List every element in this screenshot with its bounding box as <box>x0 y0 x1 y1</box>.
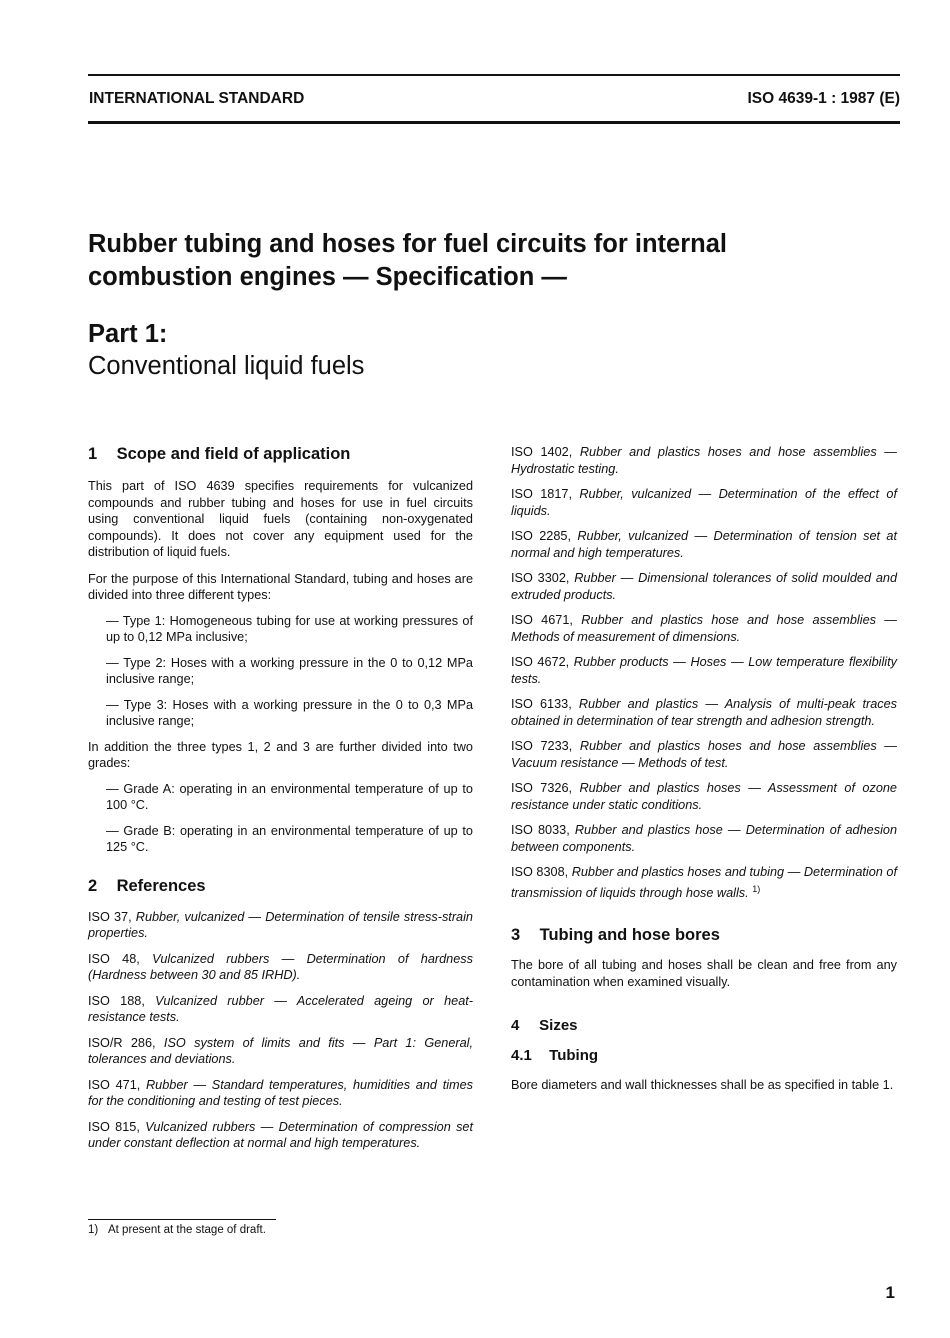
reference-code: ISO 3302, <box>511 571 570 585</box>
reference-item <box>88 951 473 984</box>
scope-paragraph: This part of ISO 4639 specifies requirements for vulcanized compounds and rubber tubing and hoses for use in fuel circuits using conventional liquid fuels (containing non-oxygenated compounds). It does not cover any equipment used for the distribution of liquid fuels. <box>88 479 473 559</box>
reference-item <box>511 570 897 603</box>
subsection-number: 4.1 <box>511 1047 532 1065</box>
reference-code: ISO 1817, <box>511 487 572 501</box>
reference-title: Rubber and plastics hose — Determination of adhesion between components. <box>511 823 898 854</box>
reference-code: ISO/R 286, <box>88 1035 156 1050</box>
reference-item <box>511 822 897 855</box>
reference-item <box>511 654 897 687</box>
section-number: 1 <box>88 445 98 463</box>
reference-code: ISO 37, <box>88 909 132 924</box>
reference-item <box>88 909 473 942</box>
reference-title: ISO system of limits and fits — Part 1: General, tolerances and deviations. <box>88 1035 474 1066</box>
type-item: — Type 1: Homogeneous tubing for use at working pressures of up to 0,12 MPa inclusive; <box>106 613 473 644</box>
left-column <box>88 444 473 1152</box>
reference-title: Rubber and plastics hoses and hose assemblies — Vacuum resistance — Methods of test. <box>511 739 897 770</box>
subsection-title: Tubing <box>549 1047 599 1065</box>
reference-code: ISO 8308, <box>511 865 569 879</box>
reference-code: ISO 188, <box>88 993 145 1008</box>
bores-paragraph: The bore of all tubing and hoses shall be clean and free from any contamination when examined visually. <box>511 958 897 989</box>
reference-code: ISO 8033, <box>511 823 570 837</box>
section-number: 4 <box>511 1017 520 1035</box>
reference-title: Vulcanized rubber — Accelerated ageing or heat-resistance tests. <box>88 993 474 1024</box>
title-line-2: combustion engines — Specification — <box>88 263 567 291</box>
header-standard-label: INTERNATIONAL STANDARD <box>89 90 305 107</box>
type-item: — Type 3: Hoses with a working pressure in the 0 to 0,3 MPa inclusive range; <box>106 697 473 728</box>
section-2-heading <box>88 876 473 896</box>
reference-title: Rubber and plastics hoses — Assessment of ozone resistance under static conditions. <box>511 781 897 812</box>
reference-item <box>88 1119 473 1152</box>
part-subtitle: Conventional liquid fuels <box>88 352 365 380</box>
reference-code: ISO 1402, <box>511 445 573 459</box>
reference-code: ISO 4672, <box>511 655 570 669</box>
reference-title: Rubber — Standard temperatures, humidities and times for the conditioning and testing of test pieces. <box>88 1077 474 1108</box>
reference-item <box>511 780 897 813</box>
reference-item <box>88 993 473 1026</box>
reference-title: Rubber and plastics hose and hose assemblies — Methods of measurement of dimensions. <box>511 613 897 644</box>
reference-code: ISO 815, <box>88 1119 140 1134</box>
section-title: References <box>116 876 206 895</box>
section-title: Scope and field of application <box>116 445 351 463</box>
section-title: Tubing and hose bores <box>539 926 720 945</box>
footnote-number: 1) <box>88 1224 99 1236</box>
reference-title: Rubber, vulcanized — Determination of tension set at normal and high temperatures. <box>511 529 897 560</box>
page-number: 1 <box>885 1283 895 1302</box>
section-number: 2 <box>88 876 98 895</box>
grade-item: — Grade A: operating in an environmental temperature of up to 100 °C. <box>106 781 473 812</box>
type-item: — Type 2: Hoses with a working pressure in the 0 to 0,12 MPa inclusive range; <box>106 655 473 686</box>
reference-title: Rubber and plastics — Analysis of multi-peak traces obtained in determination of tear strength and adhesion strength. <box>511 697 897 728</box>
reference-item <box>88 1035 473 1068</box>
reference-title: Vulcanized rubbers — Determination of compression set under constant deflection at normal and high temperatures. <box>88 1119 474 1150</box>
reference-code: ISO 4671, <box>511 613 573 627</box>
reference-item <box>511 864 897 901</box>
reference-item <box>88 1077 473 1110</box>
reference-title: Rubber and plastics hoses and hose assemblies — Hydrostatic testing. <box>511 445 897 476</box>
reference-item <box>511 528 897 561</box>
reference-code: ISO 6133, <box>511 697 572 711</box>
header-document-number: ISO 4639-1 : 1987 (E) <box>747 90 900 107</box>
reference-title: Rubber — Dimensional tolerances of solid moulded and extruded products. <box>511 571 898 602</box>
footnote-rule <box>88 1219 276 1220</box>
part-label: Part 1: <box>88 320 168 348</box>
types-intro-paragraph: For the purpose of this International Standard, tubing and hoses are divided into three different types: <box>88 571 473 602</box>
section-3-heading <box>511 925 897 945</box>
document-title <box>88 228 888 294</box>
subsection-4-1-heading <box>511 1046 897 1065</box>
reference-title: Rubber, vulcanized — Determination of the effect of liquids. <box>511 487 897 518</box>
section-title: Sizes <box>539 1017 578 1035</box>
reference-item <box>511 738 897 771</box>
reference-title: Vulcanized rubbers — Determination of hardness (Hardness between 30 and 85 IRHD). <box>88 951 473 982</box>
section-1-heading <box>88 444 473 464</box>
reference-title: Rubber and plastics hoses and tubing — Determination of transmission of liquids through hose walls. <box>511 865 897 900</box>
tubing-paragraph: Bore diameters and wall thicknesses shall be as specified in table 1. <box>511 1078 894 1093</box>
section-number: 3 <box>511 926 521 945</box>
reference-title: Rubber products — Hoses — Low temperature flexibility tests. <box>511 655 897 686</box>
reference-code: ISO 7233, <box>511 739 573 753</box>
reference-code: ISO 2285, <box>511 529 571 543</box>
right-column <box>511 444 897 1094</box>
grades-intro-paragraph: In addition the three types 1, 2 and 3 are further divided into two grades: <box>88 739 473 770</box>
footnote <box>88 1224 266 1236</box>
reference-item <box>511 486 897 519</box>
title-line-1: Rubber tubing and hoses for fuel circuits for internal <box>88 230 727 258</box>
header-top-rule <box>88 74 900 76</box>
header-bottom-rule <box>88 121 900 124</box>
reference-title: Rubber, vulcanized — Determination of tensile stress-strain properties. <box>88 909 473 940</box>
footnote-text: At present at the stage of draft. <box>108 1224 266 1236</box>
reference-code: ISO 7326, <box>511 781 573 795</box>
reference-code: ISO 48, <box>88 951 140 966</box>
footnote-marker: 1) <box>752 883 761 894</box>
reference-item <box>511 444 897 477</box>
reference-item <box>511 696 897 729</box>
section-4-heading <box>511 1016 897 1035</box>
reference-item <box>511 612 897 645</box>
grade-item: — Grade B: operating in an environmental temperature of up to 125 °C. <box>106 823 473 854</box>
reference-code: ISO 471, <box>88 1077 141 1092</box>
